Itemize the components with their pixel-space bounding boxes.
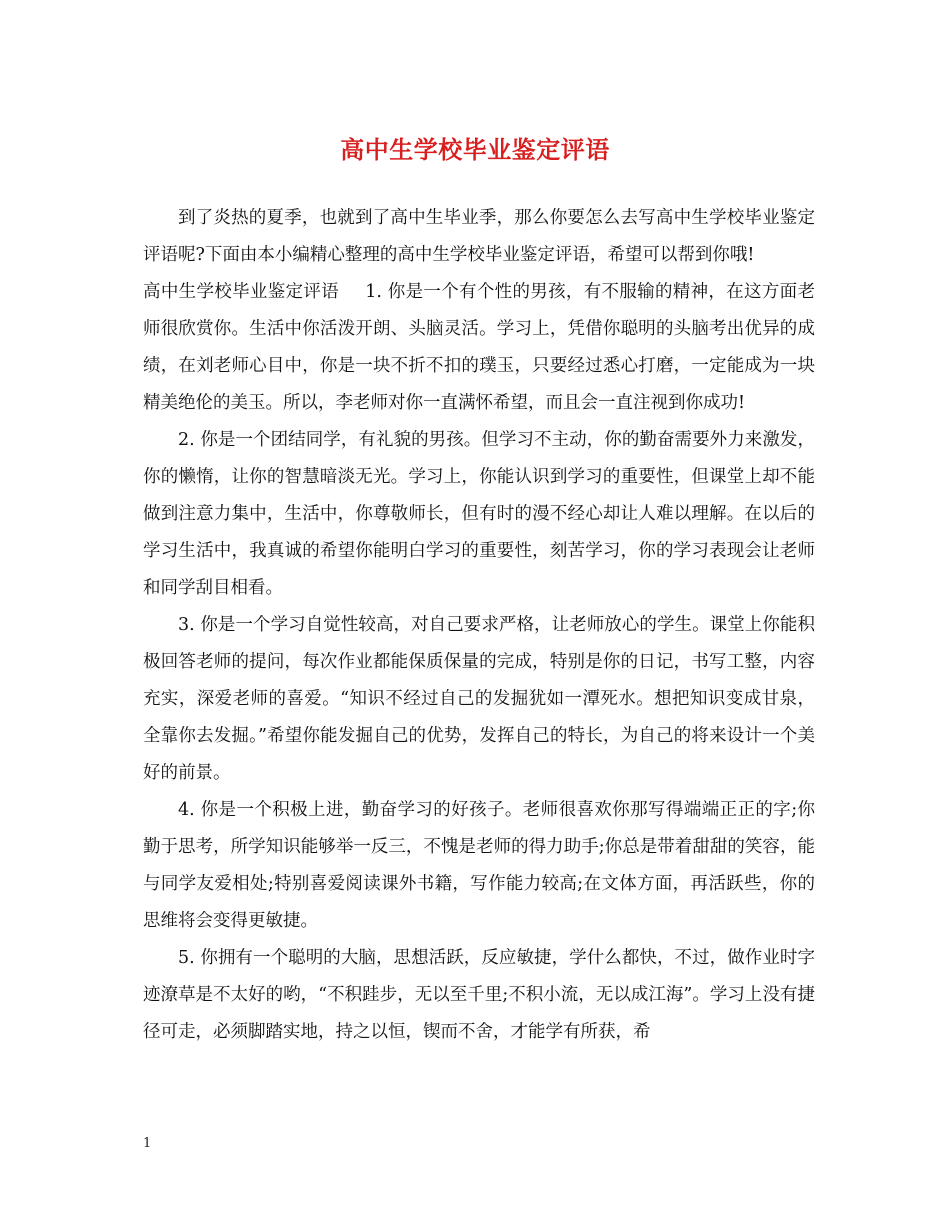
- intro-paragraph: 到了炎热的夏季，也就到了高中生毕业季，那么你要怎么去写高中生学校毕业鉴定评语呢?下面由本小编精心整理的高中生学校毕业鉴定评语，希望可以帮到你哦!: [143, 208, 815, 265]
- section-heading: 高中生学校毕业鉴定评语: [143, 282, 339, 302]
- item-1-text: 1. 你是一个有个性的男孩，有不服输的精神，在这方面老师很欣赏你。生活中你活泼开朗、头脑灵活。学习上，凭借你聪明的头脑考出优异的成绩，在刘老师心目中，你是一块不折不扣的璞玉，只要经过悉心打磨，一定能成为一块精美绝伦的美玉。所以，李老师对你一直满怀希望，而且会一直注视到你成功!: [143, 282, 815, 413]
- page-title: 高中生学校毕业鉴定评语: [340, 135, 610, 164]
- item-4-paragraph: 4. 你是一个积极上进，勤奋学习的好孩子。老师很喜欢你那写得端端正正的字;你勤于思考，所学知识能够举一反三，不愧是老师的得力助手;你总是带着甜甜的笑容，能与同学友爱相处;特别喜爱阅读课外书籍，写作能力较高;在文体方面，再活跃些，你的思维将会变得更敏捷。: [143, 800, 815, 931]
- document-body: [143, 200, 815, 1051]
- item-2-paragraph: 2. 你是一个团结同学，有礼貌的男孩。但学习不主动，你的勤奋需要外力来激发，你的懒惰，让你的智慧暗淡无光。学习上，你能认识到学习的重要性，但课堂上却不能做到注意力集中，生活中，你尊敬师长，但有时的漫不经心却让人难以理解。在以后的学习生活中，我真诚的希望你能明白学习的重要性，刻苦学习，你的学习表现会让老师和同学刮目相看。: [143, 430, 815, 598]
- first-item-paragraph: [143, 274, 815, 422]
- page-number: 1: [143, 1136, 152, 1151]
- item-3-paragraph: 3. 你是一个学习自觉性较高，对自己要求严格，让老师放心的学生。课堂上你能积极回答老师的提问，每次作业都能保质保量的完成，特别是你的日记，书写工整，内容充实，深爱老师的喜爱。“知识不经过自己的发掘犹如一潭死水。想把知识变成甘泉，全靠你去发掘。”希望你能发掘自己的优势，发挥自己的特长，为自己的将来设计一个美好的前景。: [143, 615, 815, 783]
- item-5-paragraph: 5. 你拥有一个聪明的大脑，思想活跃，反应敏捷，学什么都快，不过，做作业时字迹潦草是不太好的哟，“不积跬步，无以至千里;不积小流，无以成江海”。学习上没有捷径可走，必须脚踏实地，持之以恒，锲而不舍，才能学有所获，希: [143, 948, 815, 1042]
